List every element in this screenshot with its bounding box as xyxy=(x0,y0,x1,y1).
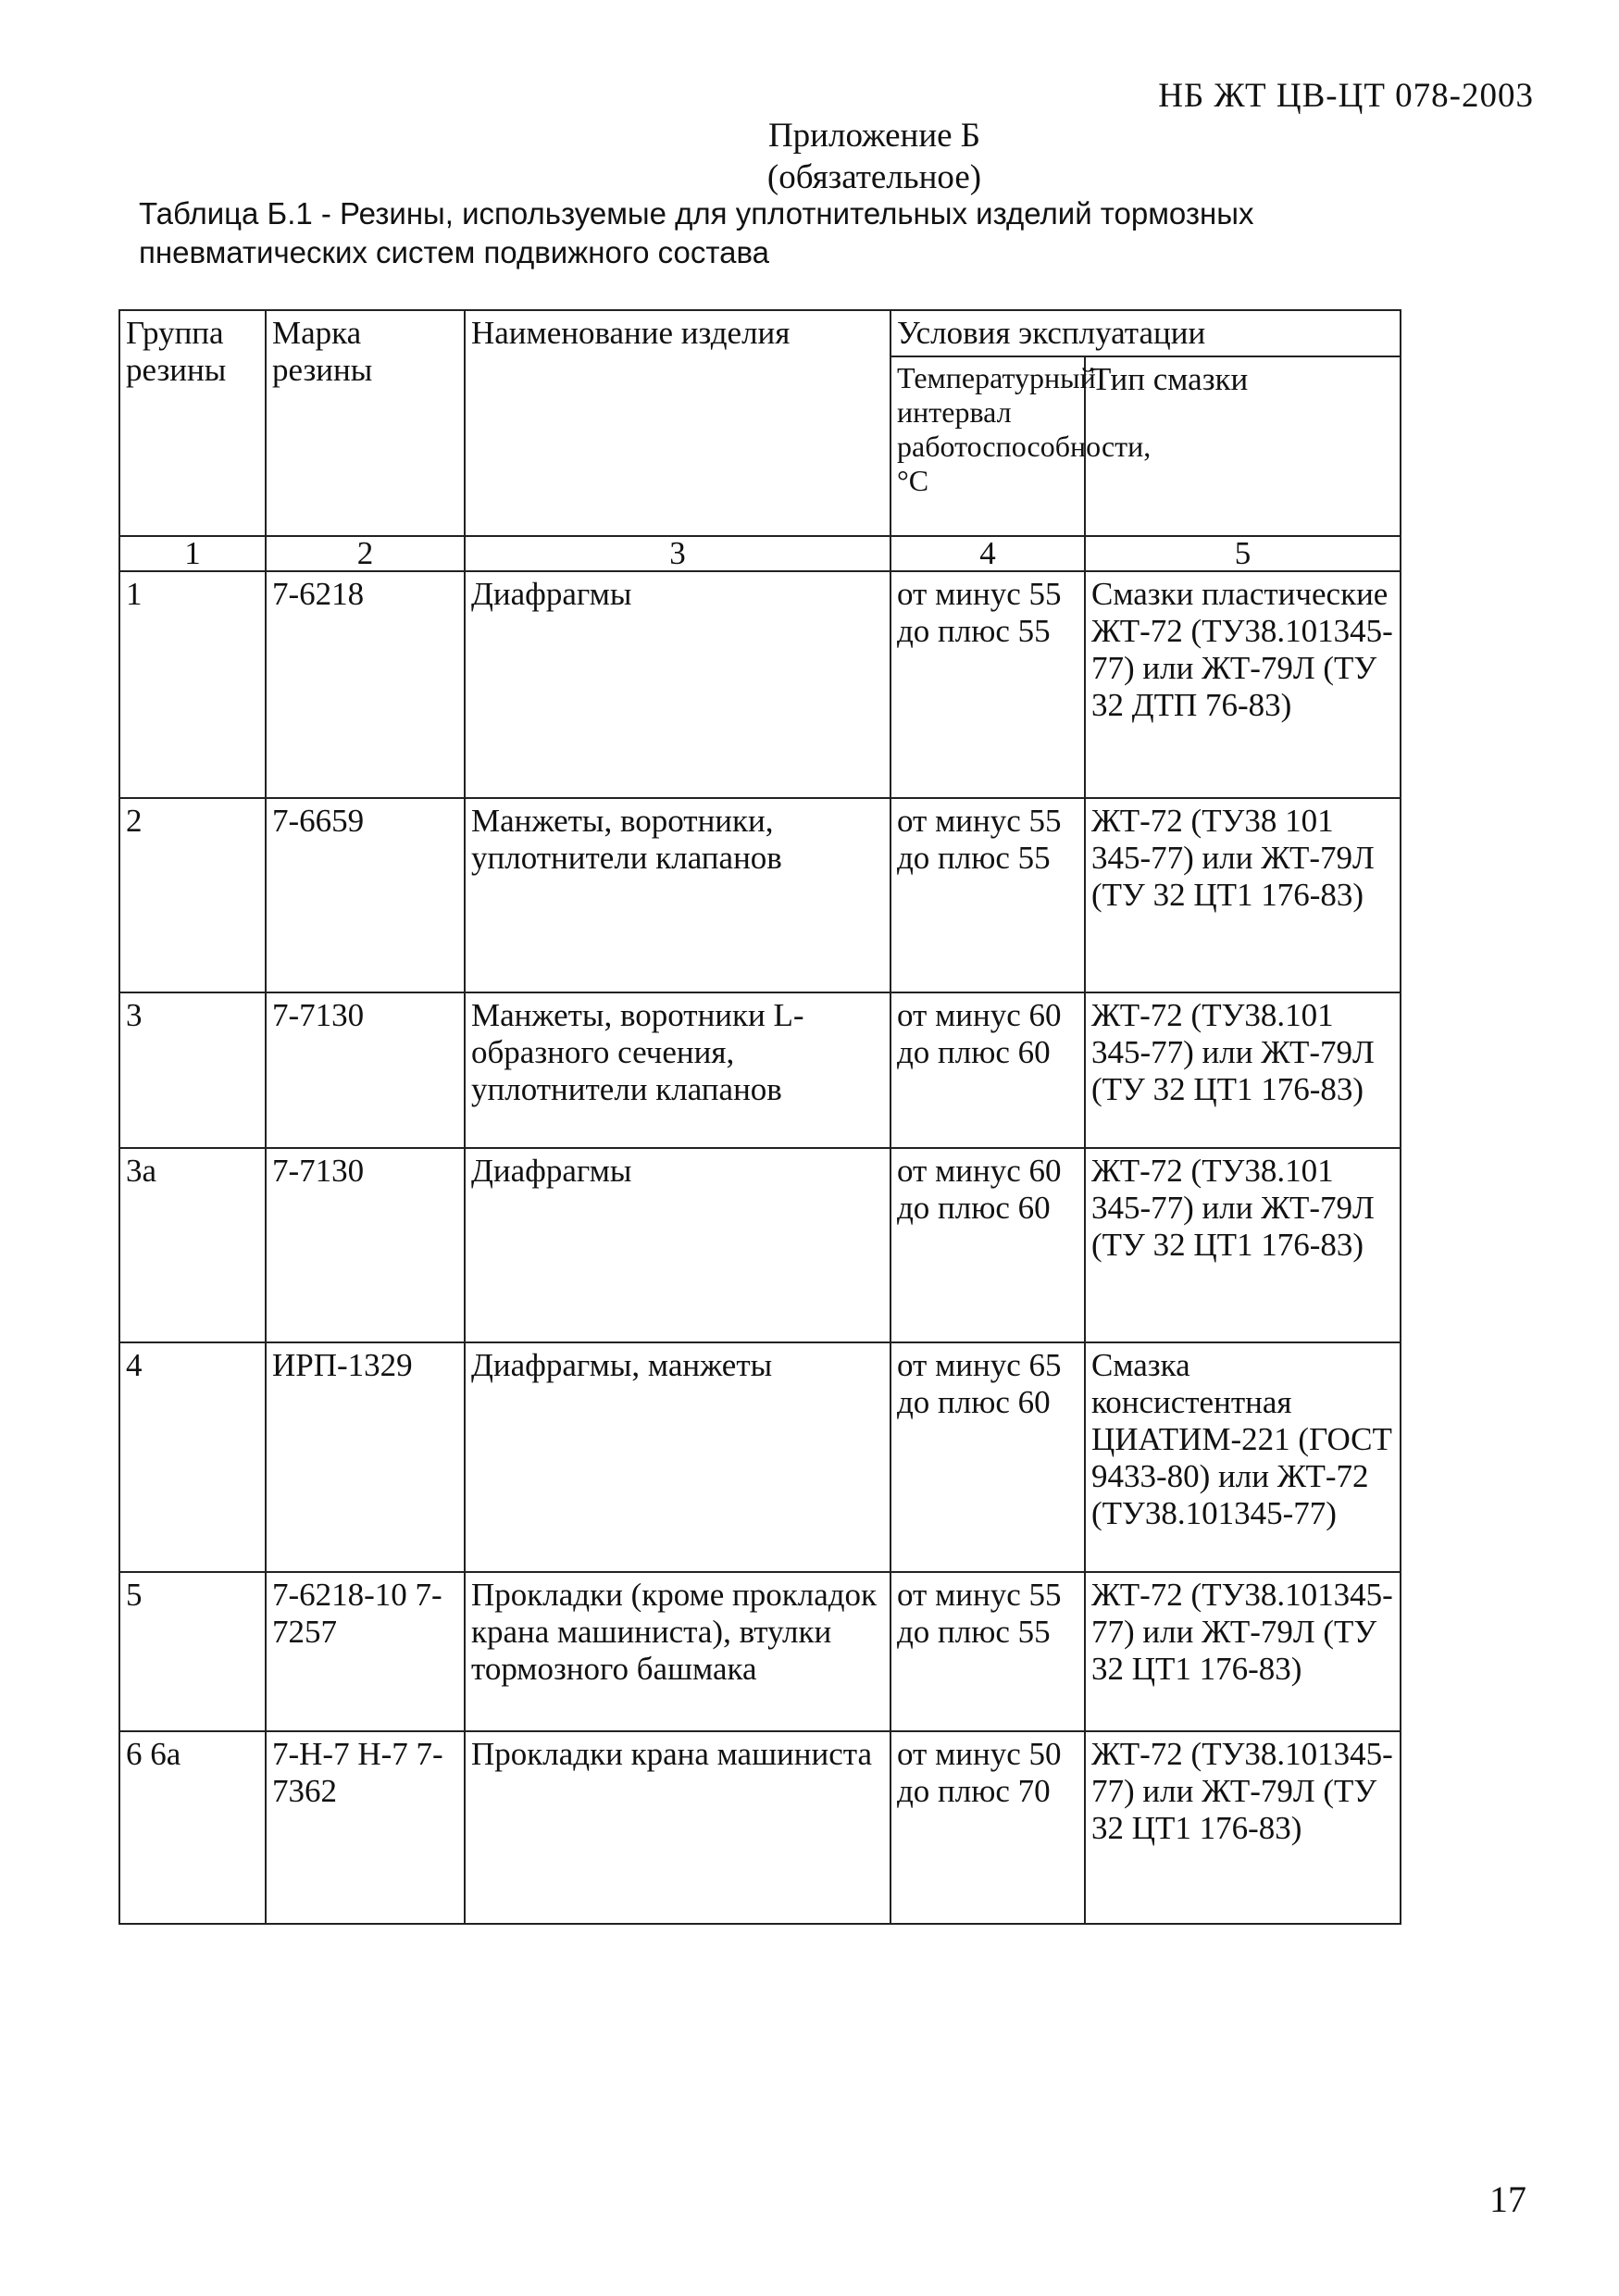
cell-group: 4 xyxy=(119,1342,266,1572)
cell-lubricant: Смазки пластичeские ЖТ-72 (ТУ38.101345-77) или ЖТ-79Л (ТУ 32 ДТП 76-83) xyxy=(1085,571,1401,798)
cell-product: Манжеты, воротники, уплотнители клапанов xyxy=(465,798,890,992)
document-code: НБ ЖТ ЦВ-ЦТ 078-2003 xyxy=(1158,77,1534,115)
cell-temperature: от минус 55 до плюс 55 xyxy=(890,571,1085,798)
column-number: 4 xyxy=(890,536,1085,571)
appendix-heading xyxy=(0,115,1619,198)
appendix-status: (обязательное) xyxy=(766,158,982,196)
cell-lubricant: ЖТ-72 (ТУ38.101345-77) или ЖТ-79Л (ТУ 32 ЦТ1 176-83) xyxy=(1085,1572,1401,1731)
cell-temperature: от минус 55 до плюс 55 xyxy=(890,1572,1085,1731)
cell-temperature: от минус 60 до плюс 60 xyxy=(890,992,1085,1148)
cell-group: 2 xyxy=(119,798,266,992)
cell-lubricant: ЖТ-72 (ТУ38.101345-77) или ЖТ-79Л (ТУ 32 ЦТ1 176-83) xyxy=(1085,1731,1401,1924)
cell-lubricant: ЖТ-72 (ТУ38 101 345-77) или ЖТ-79Л (ТУ 32 ЦТ1 176-83) xyxy=(1085,798,1401,992)
cell-group: 3а xyxy=(119,1148,266,1342)
cell-grade: 7-6659 xyxy=(266,798,465,992)
cell-lubricant: ЖТ-72 (ТУ38.101 345-77) или ЖТ-79Л (ТУ 32 ЦТ1 176-83) xyxy=(1085,1148,1401,1342)
appendix-title: Приложение Б xyxy=(767,117,981,155)
table-row xyxy=(119,1148,1401,1342)
page-number: 17 xyxy=(1489,2178,1526,2220)
column-number: 1 xyxy=(119,536,266,571)
column-numbers-row xyxy=(119,536,1401,571)
header-group: Группа резины xyxy=(119,310,266,536)
cell-lubricant: Смазка консистентная ЦИАТИМ-221 (ГОСТ 9433-80) или ЖТ-72 (ТУ38.101345-77) xyxy=(1085,1342,1401,1572)
cell-grade: 7-7130 xyxy=(266,992,465,1148)
header-product: Наименование изделия xyxy=(465,310,890,536)
cell-product: Прокладки крана машиниста xyxy=(465,1731,890,1924)
table-row xyxy=(119,1572,1401,1731)
cell-grade: 7-6218 xyxy=(266,571,465,798)
cell-group: 5 xyxy=(119,1572,266,1731)
cell-product: Прокладки (кроме прокладок крана машиниста), втулки тормозного башмака xyxy=(465,1572,890,1731)
cell-grade: 7-Н-7 Н-7 7-7362 xyxy=(266,1731,465,1924)
header-temperature: Температурный интервал работоспособности, °С xyxy=(890,356,1085,536)
table-row xyxy=(119,571,1401,798)
table-row xyxy=(119,1342,1401,1572)
header-grade: Марка резины xyxy=(266,310,465,536)
cell-temperature: от минус 55 до плюс 55 xyxy=(890,798,1085,992)
cell-temperature: от минус 65 до плюс 60 xyxy=(890,1342,1085,1572)
cell-grade: 7-6218-10 7-7257 xyxy=(266,1572,465,1731)
cell-temperature: от минус 50 до плюс 70 xyxy=(890,1731,1085,1924)
header-lubricant: Тип смазки xyxy=(1085,356,1401,536)
column-number: 3 xyxy=(465,536,890,571)
table-row xyxy=(119,1731,1401,1924)
column-number: 5 xyxy=(1085,536,1401,571)
table-row xyxy=(119,798,1401,992)
cell-product: Диафрагмы, манжеты xyxy=(465,1342,890,1572)
cell-product: Диафрагмы xyxy=(465,571,890,798)
rubber-table xyxy=(118,309,1401,1925)
table-row xyxy=(119,992,1401,1148)
cell-grade: ИРП-1329 xyxy=(266,1342,465,1572)
cell-group: 1 xyxy=(119,571,266,798)
header-conditions: Условия эксплуатации xyxy=(890,310,1401,356)
cell-group: 6 6а xyxy=(119,1731,266,1924)
column-number: 2 xyxy=(266,536,465,571)
table-caption: Таблица Б.1 - Резины, используемые для уплотнительных изделий тормозных пневматических систем подвижного состава xyxy=(139,196,1254,269)
cell-grade: 7-7130 xyxy=(266,1148,465,1342)
cell-product: Манжеты, воротники L-образного сечения, уплотнители клапанов xyxy=(465,992,890,1148)
cell-lubricant: ЖТ-72 (ТУ38.101 345-77) или ЖТ-79Л (ТУ 32 ЦТ1 176-83) xyxy=(1085,992,1401,1148)
cell-temperature: от минус 60 до плюс 60 xyxy=(890,1148,1085,1342)
cell-group: 3 xyxy=(119,992,266,1148)
cell-product: Диафрагмы xyxy=(465,1148,890,1342)
